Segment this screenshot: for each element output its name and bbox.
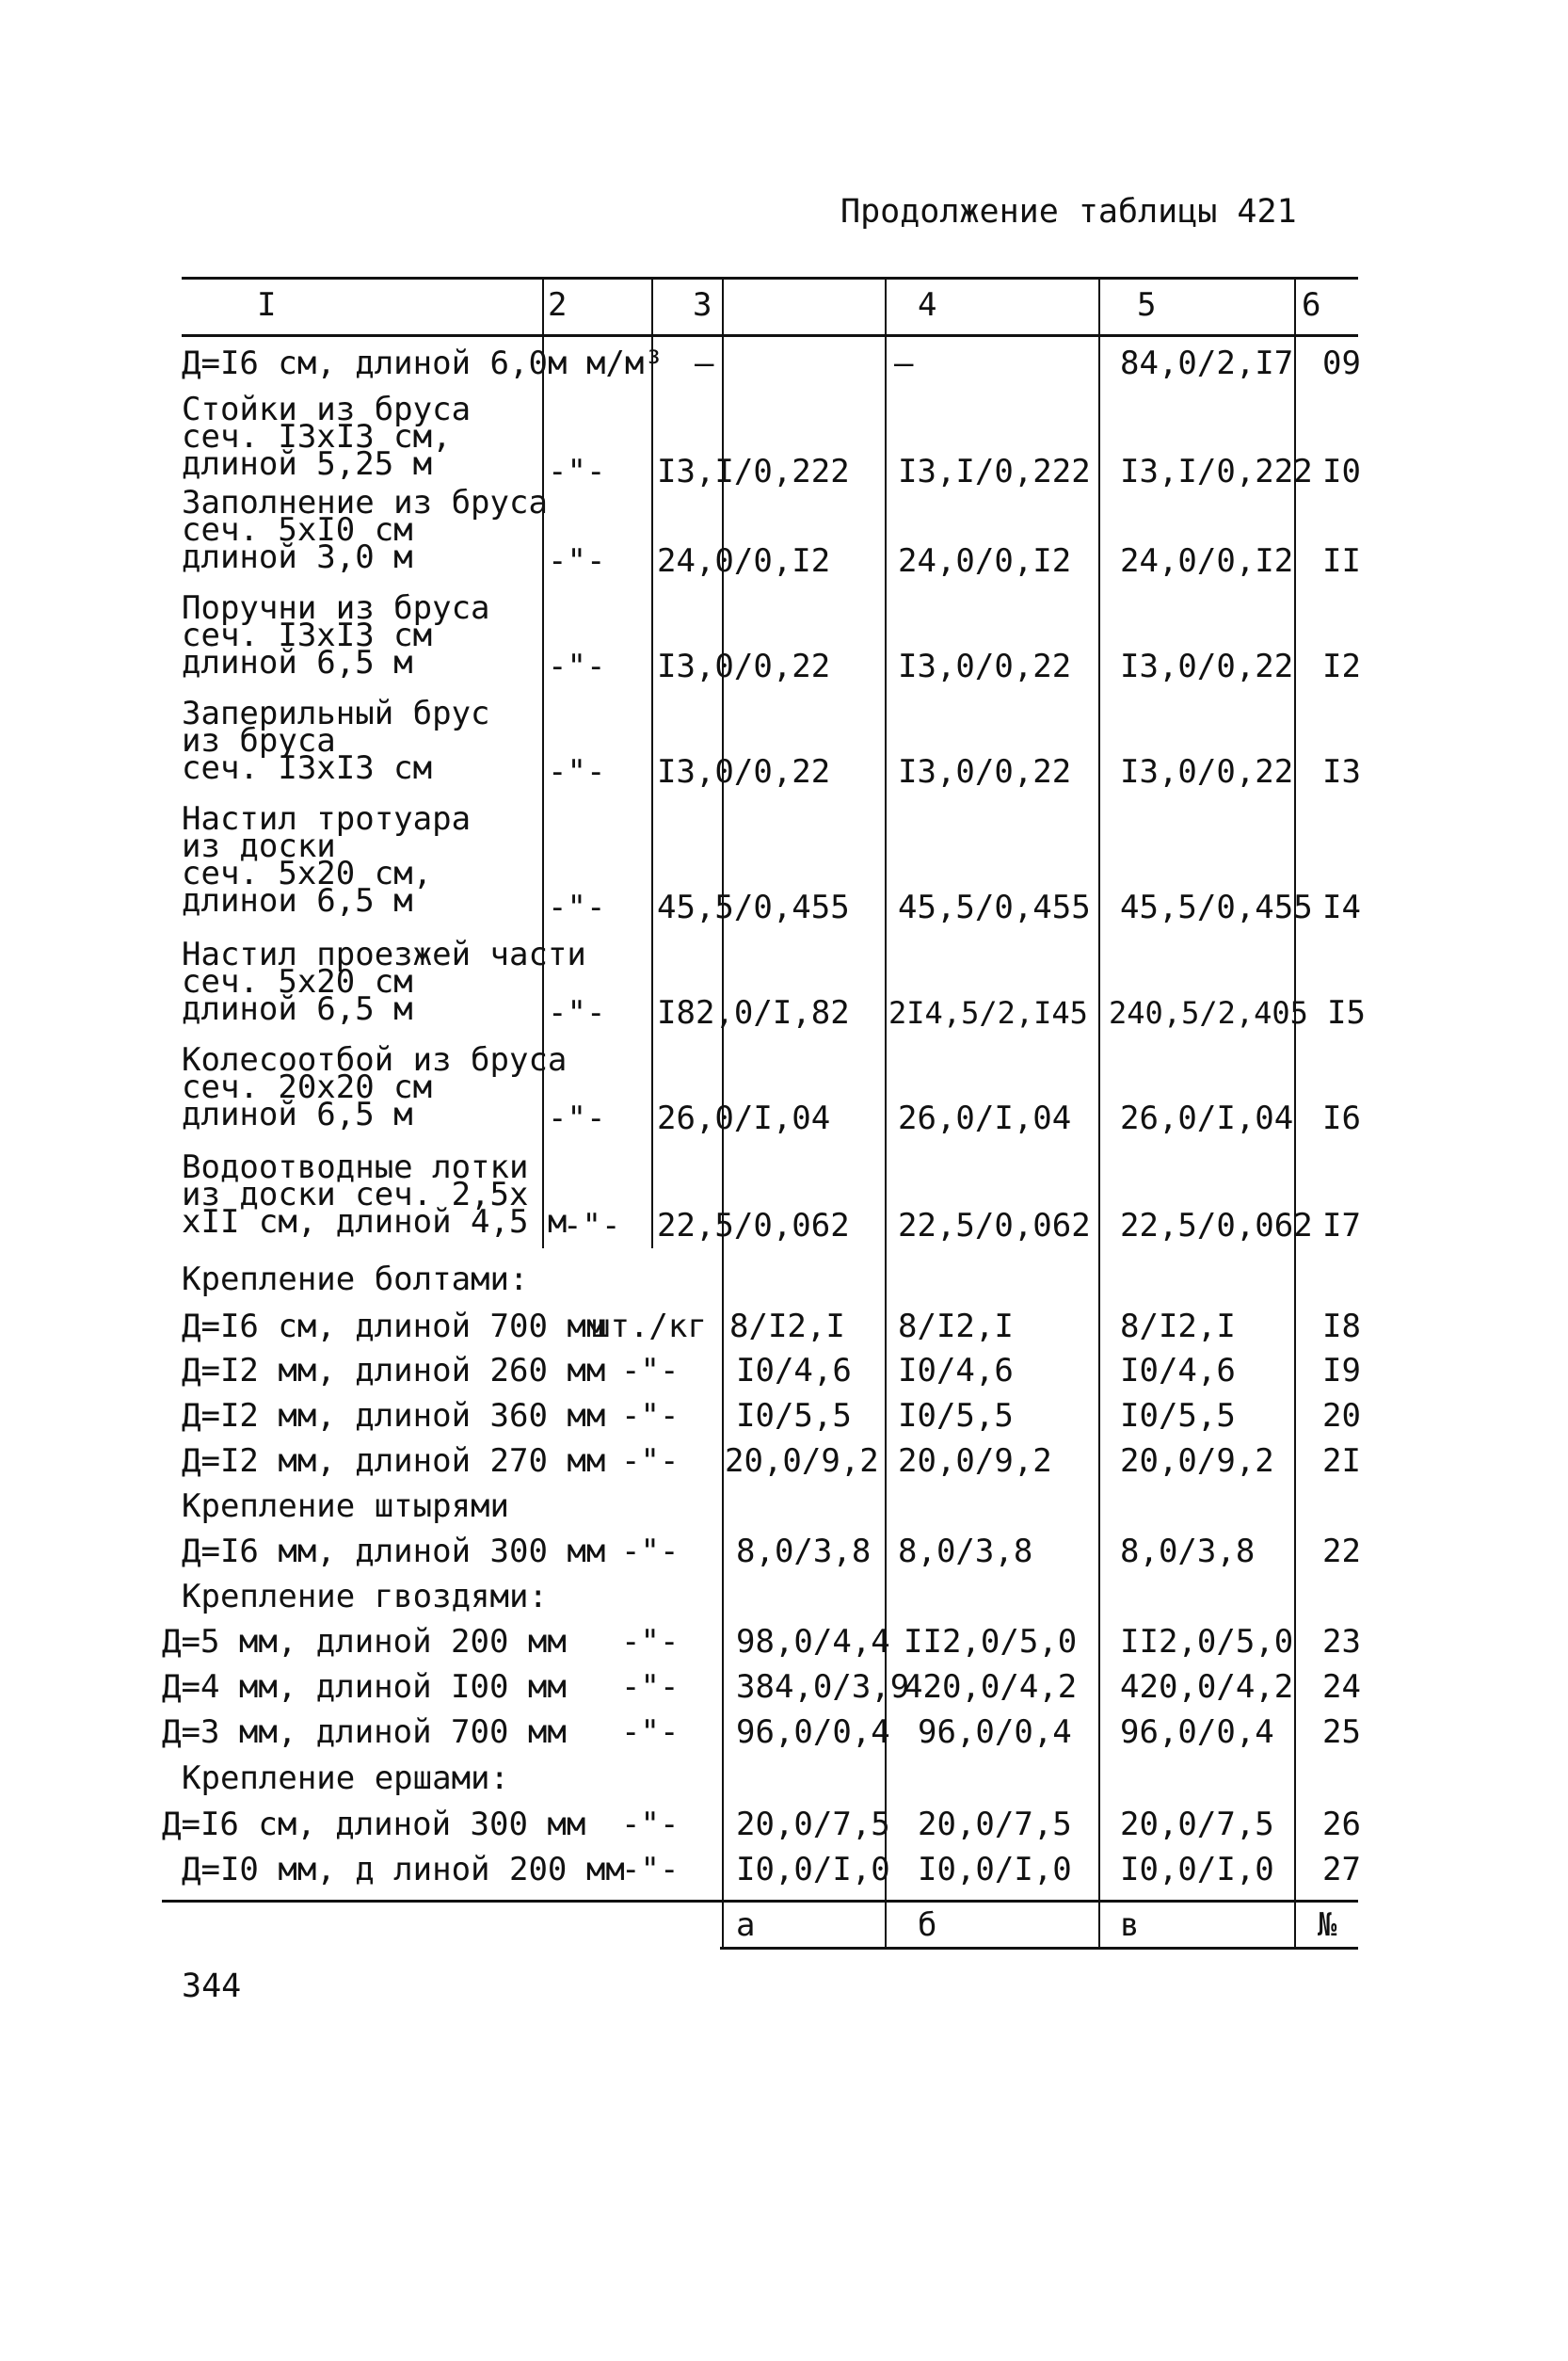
row-12-unit: -"- bbox=[548, 648, 606, 685]
row-13-col3: I3,0/0,22 bbox=[657, 753, 831, 791]
row-11-col4: 24,0/0,I2 bbox=[898, 542, 1072, 580]
row-26-col4: 20,0/7,5 bbox=[918, 1806, 1072, 1843]
row-24-unit: -"- bbox=[621, 1668, 680, 1706]
row-14-col5: 45,5/0,455 bbox=[1120, 889, 1313, 926]
row-19-num: I9 bbox=[1322, 1352, 1361, 1389]
row-09-name: Д=I6 см, длиной 6,0 bbox=[182, 345, 548, 382]
row-20-unit: -"- bbox=[621, 1397, 680, 1435]
row-10-col5: I3,I/0,222 bbox=[1120, 453, 1313, 490]
row-22-col5: 8,0/3,8 bbox=[1120, 1533, 1256, 1570]
row-16-name: Колесоотбой из бруса сеч. 20x20 см длиной 6,5 м bbox=[182, 1041, 568, 1133]
row-20-col5: I0/5,5 bbox=[1120, 1397, 1236, 1435]
row-13-col5: I3,0/0,22 bbox=[1120, 753, 1294, 791]
row-19-name: Д=I2 мм, длиной 260 мм bbox=[182, 1352, 606, 1389]
row-16-col4: 26,0/I,04 bbox=[898, 1100, 1072, 1137]
section-bolts: Крепление болтами: bbox=[182, 1261, 529, 1298]
row-24-col5: 420,0/4,2 bbox=[1120, 1668, 1294, 1706]
row-16-col5: 26,0/I,04 bbox=[1120, 1100, 1294, 1137]
row-22-name: Д=I6 мм, длиной 300 мм bbox=[182, 1533, 606, 1570]
row-10-col3: I3,I/0,222 bbox=[657, 453, 850, 490]
row-19-col5: I0/4,6 bbox=[1120, 1352, 1236, 1389]
row-18-col3: 8/I2,I bbox=[729, 1308, 845, 1345]
row-13-num: I3 bbox=[1322, 753, 1361, 791]
col-rule-6 bbox=[1294, 279, 1296, 1950]
row-13-unit: -"- bbox=[548, 753, 606, 791]
row-09-col4: – bbox=[894, 345, 914, 382]
row-11-col5: 24,0/0,I2 bbox=[1120, 542, 1294, 580]
row-24-col3: 384,0/3,9 bbox=[736, 1668, 910, 1706]
row-17-name: Водоотводные лотки из доски сеч. 2,5x xII см, длиной 4,5 м bbox=[182, 1148, 568, 1241]
row-09-num: 09 bbox=[1322, 345, 1361, 382]
row-23-name: Д=5 мм, длиной 200 мм bbox=[162, 1623, 567, 1661]
row-14-col3: 45,5/0,455 bbox=[657, 889, 850, 926]
footer-col-4: б bbox=[918, 1906, 937, 1944]
row-24-col4: 420,0/4,2 bbox=[904, 1668, 1078, 1706]
row-21-unit: -"- bbox=[621, 1442, 680, 1480]
col-rule-5 bbox=[1098, 279, 1100, 1950]
row-10-unit: -"- bbox=[548, 453, 606, 490]
row-11-num: II bbox=[1322, 542, 1361, 580]
row-15-col5: 240,5/2,405 bbox=[1109, 995, 1308, 1031]
table-top-rule bbox=[182, 277, 1358, 280]
row-12-col4: I3,0/0,22 bbox=[898, 648, 1072, 685]
row-16-col3: 26,0/I,04 bbox=[657, 1100, 831, 1137]
row-22-col3: 8,0/3,8 bbox=[736, 1533, 872, 1570]
table-bottom-rule bbox=[162, 1900, 1358, 1903]
row-16-unit: -"- bbox=[548, 1100, 606, 1137]
row-20-name: Д=I2 мм, длиной 360 мм bbox=[182, 1397, 606, 1435]
row-23-col5: II2,0/5,0 bbox=[1120, 1623, 1294, 1661]
row-22-num: 22 bbox=[1322, 1533, 1361, 1570]
row-12-col5: I3,0/0,22 bbox=[1120, 648, 1294, 685]
row-22-col4: 8,0/3,8 bbox=[898, 1533, 1033, 1570]
row-10-name: Стойки из бруса сеч. I3xI3 см, длиной 5,25 м bbox=[182, 391, 472, 483]
row-19-col4: I0/4,6 bbox=[898, 1352, 1014, 1389]
row-15-name: Настил проезжей части сеч. 5x20 см длиной 6,5 м bbox=[182, 936, 586, 1028]
row-23-unit: -"- bbox=[621, 1623, 680, 1661]
row-21-col4: 20,0/9,2 bbox=[898, 1442, 1052, 1480]
row-14-name: Настил тротуара из доски сеч. 5x20 см, длинои 6,5 м bbox=[182, 800, 472, 920]
row-12-num: I2 bbox=[1322, 648, 1361, 685]
row-23-num: 23 bbox=[1322, 1623, 1361, 1661]
header-col-1: I bbox=[257, 286, 277, 324]
row-17-num: I7 bbox=[1322, 1207, 1361, 1245]
row-26-col5: 20,0/7,5 bbox=[1120, 1806, 1274, 1843]
row-14-col4: 45,5/0,455 bbox=[898, 889, 1091, 926]
row-09-col5: 84,0/2,I7 bbox=[1120, 345, 1294, 382]
row-20-num: 20 bbox=[1322, 1397, 1361, 1435]
row-23-col4: II2,0/5,0 bbox=[904, 1623, 1078, 1661]
row-15-unit: -"- bbox=[548, 994, 606, 1032]
header-col-2: 2 bbox=[548, 286, 568, 324]
row-14-unit: -"- bbox=[548, 889, 606, 926]
row-25-col4: 96,0/0,4 bbox=[918, 1713, 1072, 1751]
row-23-col3: 98,0/4,4 bbox=[736, 1623, 890, 1661]
footer-col-6: № bbox=[1318, 1906, 1337, 1944]
row-19-unit: -"- bbox=[621, 1352, 680, 1389]
row-25-col5: 96,0/0,4 bbox=[1120, 1713, 1274, 1751]
row-25-name: Д=3 мм, длиной 700 мм bbox=[162, 1713, 567, 1751]
row-15-num: I5 bbox=[1327, 994, 1366, 1032]
row-27-col4: I0,0/I,0 bbox=[918, 1851, 1072, 1888]
section-pins: Крепление штырями bbox=[182, 1487, 509, 1525]
row-18-name: Д=I6 см, длиной 700 мм bbox=[182, 1308, 606, 1345]
row-20-col3: I0/5,5 bbox=[736, 1397, 852, 1435]
row-20-col4: I0/5,5 bbox=[898, 1397, 1014, 1435]
row-18-num: I8 bbox=[1322, 1308, 1361, 1345]
row-12-name: Поручни из бруса сеч. I3xI3 см длиной 6,5 м bbox=[182, 589, 490, 682]
row-24-name: Д=4 мм, длиной I00 мм bbox=[162, 1668, 567, 1706]
table-caption: Продолжение таблицы 421 bbox=[840, 193, 1297, 231]
row-11-name: Заполнение из бруса сеч. 5xI0 см длиной 3,0 м bbox=[182, 484, 548, 576]
row-17-col3: 22,5/0,062 bbox=[657, 1207, 850, 1245]
header-col-5: 5 bbox=[1137, 286, 1157, 324]
row-17-unit: -"- bbox=[563, 1207, 621, 1245]
section-ruffs: Крепление ершами: bbox=[182, 1759, 509, 1797]
row-13-col4: I3,0/0,22 bbox=[898, 753, 1072, 791]
row-13-name: Заперильный брус из бруса сеч. I3xI3 см bbox=[182, 695, 490, 787]
row-11-unit: -"- bbox=[548, 542, 606, 580]
row-16-num: I6 bbox=[1322, 1100, 1361, 1137]
page-number: 344 bbox=[182, 1968, 242, 2005]
header-col-3: 3 bbox=[693, 286, 712, 324]
row-21-col3: 20,0/9,2 bbox=[725, 1442, 879, 1480]
row-10-col4: I3,I/0,222 bbox=[898, 453, 1091, 490]
header-col-6: 6 bbox=[1302, 286, 1321, 324]
row-09-unit: м м/м³ bbox=[548, 345, 664, 382]
header-col-4: 4 bbox=[918, 286, 937, 324]
row-18-unit: шт./кг bbox=[591, 1308, 707, 1345]
row-12-col3: I3,0/0,22 bbox=[657, 648, 831, 685]
row-27-col5: I0,0/I,0 bbox=[1120, 1851, 1274, 1888]
row-22-unit: -"- bbox=[621, 1533, 680, 1570]
row-27-num: 27 bbox=[1322, 1851, 1361, 1888]
row-19-col3: I0/4,6 bbox=[736, 1352, 852, 1389]
row-27-name: Д=I0 мм, д линой 200 мм bbox=[182, 1851, 625, 1888]
row-21-name: Д=I2 мм, длиной 270 мм bbox=[182, 1442, 606, 1480]
row-25-col3: 96,0/0,4 bbox=[736, 1713, 890, 1751]
row-27-col3: I0,0/I,0 bbox=[736, 1851, 890, 1888]
row-10-num: I0 bbox=[1322, 453, 1361, 490]
col-rule-2 bbox=[651, 279, 653, 1248]
row-25-num: 25 bbox=[1322, 1713, 1361, 1751]
row-15-col4: 2I4,5/2,I45 bbox=[888, 995, 1088, 1031]
row-09-col3: – bbox=[695, 345, 714, 382]
row-17-col5: 22,5/0,062 bbox=[1120, 1207, 1313, 1245]
row-15-col3: I82,0/I,82 bbox=[657, 994, 850, 1032]
row-21-col5: 20,0/9,2 bbox=[1120, 1442, 1274, 1480]
footer-col-3: а bbox=[736, 1906, 756, 1944]
row-26-col3: 20,0/7,5 bbox=[736, 1806, 890, 1843]
footer-bottom-rule bbox=[720, 1947, 1358, 1950]
row-18-col5: 8/I2,I bbox=[1120, 1308, 1236, 1345]
row-21-num: 2I bbox=[1322, 1442, 1361, 1480]
row-11-col3: 24,0/0,I2 bbox=[657, 542, 831, 580]
row-24-num: 24 bbox=[1322, 1668, 1361, 1706]
section-nails: Крепление гвоздями: bbox=[182, 1578, 548, 1615]
row-18-col4: 8/I2,I bbox=[898, 1308, 1014, 1345]
row-14-num: I4 bbox=[1322, 889, 1361, 926]
header-bottom-rule bbox=[182, 334, 1358, 337]
row-26-num: 26 bbox=[1322, 1806, 1361, 1843]
row-25-unit: -"- bbox=[621, 1713, 680, 1751]
row-26-unit: -"- bbox=[621, 1806, 680, 1843]
row-17-col4: 22,5/0,062 bbox=[898, 1207, 1091, 1245]
row-26-name: Д=I6 см, длиной 300 мм bbox=[162, 1806, 586, 1843]
row-27-unit: -"- bbox=[621, 1851, 680, 1888]
footer-col-5: в bbox=[1120, 1906, 1140, 1944]
